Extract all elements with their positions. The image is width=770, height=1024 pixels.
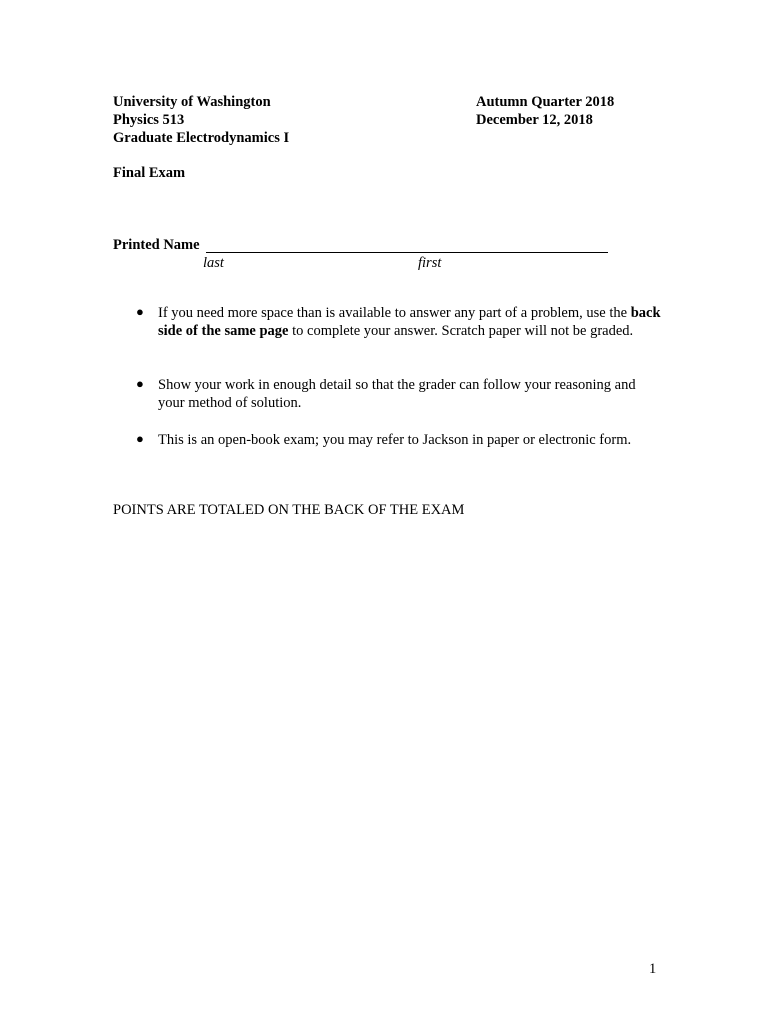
course-number: Physics 513 (113, 112, 185, 128)
quarter: Autumn Quarter 2018 (476, 94, 615, 110)
exam-title: Final Exam (113, 165, 186, 181)
printed-name-line[interactable] (206, 252, 608, 253)
page-number: 1 (649, 961, 657, 977)
last-name-caption: last (203, 255, 224, 271)
bullet-icon: ● (136, 431, 144, 446)
instruction-text: If you need more space than is available to answer any part of a problem, use the back side of the same page to complete your answer. Scratch paper will not be graded. (158, 305, 661, 339)
emphasis: back side of the same page (158, 305, 661, 339)
printed-name-label: Printed Name (113, 237, 200, 253)
points-note: POINTS ARE TOTALED ON THE BACK OF THE EXAM (113, 502, 465, 518)
first-name-caption: first (418, 255, 442, 271)
exam-date: December 12, 2018 (476, 112, 593, 128)
course-title: Graduate Electrodynamics I (113, 130, 290, 146)
instruction-text: Show your work in enough detail so that the grader can follow your reasoning and your method of solution. (158, 377, 636, 411)
bullet-icon: ● (136, 304, 144, 319)
bullet-icon: ● (136, 376, 144, 391)
instruction-text: This is an open-book exam; you may refer to Jackson in paper or electronic form. (158, 432, 632, 448)
university-name: University of Washington (113, 94, 271, 110)
